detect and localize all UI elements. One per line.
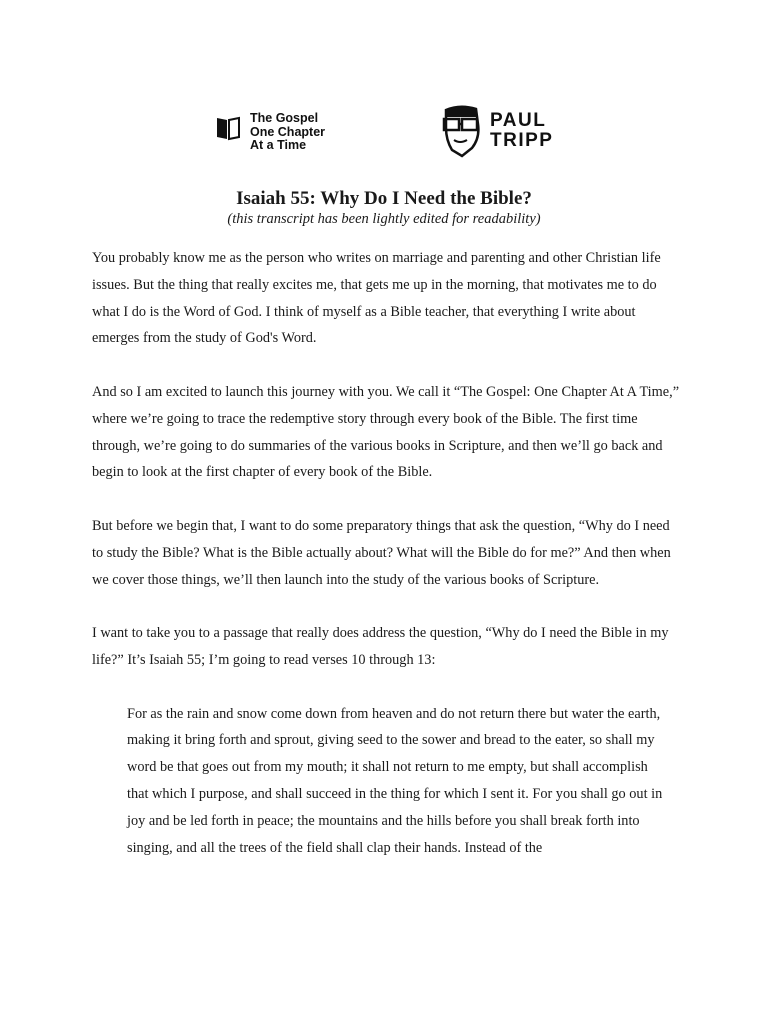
document-title: Isaiah 55: Why Do I Need the Bible? — [236, 188, 532, 209]
transcript-body — [92, 245, 682, 861]
gospel-logo-text — [250, 112, 325, 153]
gospel-logo-line: The Gospel — [250, 111, 319, 125]
paragraph: And so I am excited to launch this journey with you. We call it “The Gospel: One Chapter At A Time,” where we’re going to trace the redemptive story through every book of the Bible. The first time through, we’re going to do summaries of the various books in Scripture, and then we’ll go back and begin to look at the first chapter of every book of the Bible. — [92, 383, 680, 481]
paragraph: I want to take you to a passage that really does address the question, “Why do I need the Bible in my life?” It’s Isaiah 55; I’m going to read verses 10 through 13: — [92, 625, 669, 668]
paragraph: But before we begin that, I want to do some preparatory things that ask the question, “Why do I need to study the Bible? What is the Bible actually about? What will the Bible do for me?” And then when we cover those things, we’ll then launch into the study of the various books of Scripture. — [92, 517, 671, 588]
gospel-logo-line: At a Time — [250, 138, 307, 152]
paragraph: You probably know me as the person who writes on marriage and parenting and other Christian life issues. But the thing that really excites me, that gets me up in the morning, that motivates me to do what I do is the Word of God. I think of myself as a Bible teacher, that everything I write about emerges from the study of God's Word. — [92, 250, 661, 347]
tripp-logo-line: TRIPP — [490, 130, 554, 151]
title-block — [0, 188, 768, 228]
header — [0, 104, 768, 164]
paul-tripp-logo-text — [490, 111, 553, 151]
scripture-quote: For as the rain and snow come down from heaven and do not return there but water the earth, making it bring forth and sprout, giving seed to the sower and bread to the eater, so shall my word be that goes out from my mouth; it shall not return to me empty, but shall accomplish that which I purpose, and shall succeed in the thing for which I sent it. For you shall go out in joy and be led forth in peace; the mountains and the hills before you shall break forth into singing, and all the trees of the field shall clap their hands. Instead of the — [127, 705, 663, 856]
paul-tripp-logo — [440, 104, 553, 158]
tripp-logo-line: PAUL — [490, 110, 547, 131]
face-with-glasses-icon — [440, 104, 482, 158]
document-subtitle: (this transcript has been lightly edited for readability) — [227, 211, 541, 227]
gospel-logo — [216, 112, 325, 153]
open-book-icon — [216, 115, 242, 141]
gospel-logo-line: One Chapter — [250, 124, 326, 139]
